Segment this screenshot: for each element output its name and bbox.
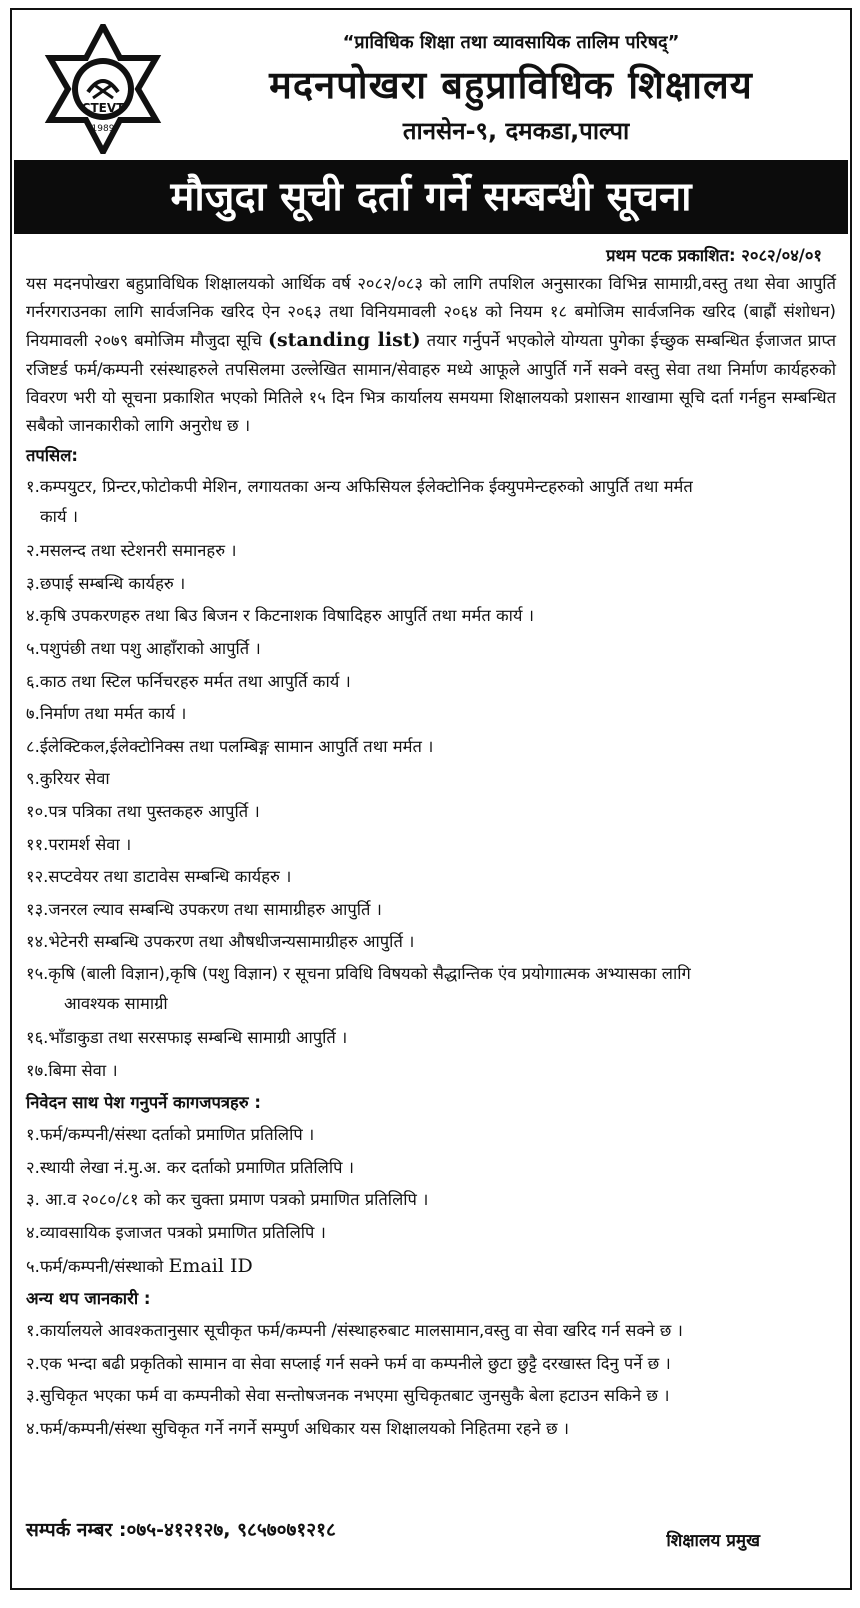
list-item: ३. आ.व २०८०/८१ को कर चुक्ता प्रमाण पत्रको प्रमाणित प्रतिलिपि । (26, 1190, 429, 1210)
list-item: २.एक भन्दा बढी प्रकृतिको सामान वा सेवा सप्लाई गर्न सक्ने फर्म वा कम्पनीले छुटा छुट्टै दरखास्त दिनु पर्ने छ । (26, 1353, 671, 1373)
logo-text: CTEVT (81, 101, 125, 115)
list-item (26, 1250, 836, 1284)
list-item: ३.छपाई सम्बन्धि कार्यहरु । (26, 573, 186, 593)
list-item: १.कार्यालयले आवश्कतानुसार सूचीकृत फर्म/कम्पनी /संस्थाहरुबाट मालसामान,वस्तु वा सेवा खरिद गर्न सक्ने छ । (26, 1321, 683, 1341)
list-item: ७.निर्माण तथा मर्मत कार्य । (26, 704, 187, 724)
list-item: ६.काठ तथा स्टिल फर्निचरहरु मर्मत तथा आपुर्ति कार्य । (26, 671, 351, 691)
list-item: ९.कुरियर सेवा (26, 769, 110, 789)
list-item: ५.पशुपंछी तथा पशु आहाँराको आपुर्ति । (26, 639, 261, 658)
published-date: प्रथम पटक प्रकाशित: २०८२/०४/०१ (606, 246, 822, 265)
docs-item-5: ५.फर्म/कम्पनी/संस्थाको (26, 1256, 164, 1276)
signer-title: शिक्षालय प्रमुख (666, 1531, 760, 1551)
school-name: मदनपोखरा बहुप्राविधिक शिक्षालय (269, 63, 753, 107)
list-item: १६.भाँडाकुडा तथा सरसफाइ सम्बन्धि सामाग्री आपुर्ति । (26, 1027, 348, 1047)
list-item: ४.फर्म/कम्पनी/संस्था सुचिकृत गर्ने नगर्ने सम्पुर्ण अधिकार यस शिक्षालयको निहितमा रहने छ । (26, 1418, 570, 1438)
notice-header (12, 10, 850, 160)
list-item: १.फर्म/कम्पनी/संस्था दर्ताको प्रमाणित प्रतिलिपि । (26, 1125, 315, 1145)
intro-paragraph (26, 270, 836, 440)
notice-body (26, 242, 836, 1445)
contact-number: सम्पर्क नम्बर :०७५-४१२१२७, ९८५७०७१२१८ (26, 1519, 336, 1541)
list-item: ४.व्यावसायिक इजाजत पत्रको प्रमाणित प्रतिलिपि । (26, 1222, 326, 1242)
docs-item-5-email: Email ID (168, 1254, 253, 1277)
list-item: ३.सुचिकृत भएका फर्म वा कम्पनीको सेवा सन्तोषजनक नभएमा सुचिकृतबाट जुनसुकै बेला हटाउन सकिने छ । (26, 1386, 670, 1406)
list-item: ४.कृषि उपकरणहरु तथा बिउ बिजन र किटनाशक विषादिहरु आपुर्ति तथा मर्मत कार्य । (26, 606, 534, 626)
list-item (26, 472, 836, 535)
notice-title: मौजुदा सूची दर्ता गर्ने सम्बन्धी सूचना (14, 160, 848, 234)
list-item: ८.ईलेक्टिकल,ईलेक्टोनिक्स तथा पलम्बिङ्ग सामान आपुर्ति तथा मर्मत । (26, 736, 434, 756)
tapsil-item-1-cont: कार्य । (40, 507, 79, 527)
logo-year: 1989 (91, 124, 115, 134)
school-address: तानसेन-९, दमकडा,पाल्पा (402, 117, 630, 145)
council-name: “प्राविधिक शिक्षा तथा व्यावसायिक तालिम परिषद्” (342, 32, 680, 53)
list-item: १२.सप्टवेयर तथा डाटावेस सम्बन्धि कार्यहरु । (26, 867, 292, 887)
tapsil-label: तपसिल: (26, 446, 78, 466)
list-item: १३.जनरल ल्याव सम्बन्धि उपकरण तथा सामाग्रीहरु आपुर्ति । (26, 899, 382, 919)
list-item (26, 959, 836, 1022)
list-item: १७.बिमा सेवा । (26, 1060, 118, 1080)
list-item: १४.भेटेनरी सम्बन्धि उपकरण तथा औषधीजन्यसामाग्रीहरु आपुर्ति । (26, 932, 415, 952)
list-item: ११.परामर्श सेवा । (26, 834, 132, 854)
list-item: १०.पत्र पत्रिका तथा पुस्तकहरु आपुर्ति । (26, 801, 260, 821)
tapsil-item-15: १५.कृषि (बाली विज्ञान),कृषि (पशु विज्ञान) र सूचना प्रविधि विषयको सैद्धान्तिक एंव प्रयोगाात्मक अभ्यासका लागि (26, 963, 691, 983)
tapsil-item-15-cont: आवश्यक सामाग्री (64, 993, 168, 1013)
intro-standing-list: (standing list) (267, 329, 421, 352)
intro-text-1: यस मदनपोखरा बहुप्राविधिक शिक्षालयको आर्थिक वर्ष २०८२/०८३ को लागि तपशिल अनुसारका विभिन्न सामाग्री,वस्तु तथा सेवा आपुर्ति गर्नरगराउनका लागि सार्वजनिक खरिद ऐन २०६३ तथा विनियमावली २०६४ को नियम १८ बमोजिम सार्वजनिक खरिद (बाह्रौं संशोधन) नियमावली २०७९ बमोजिम मौजुदा सूचि (26, 274, 836, 351)
other-info-label: अन्य थप जानकारी : (26, 1289, 151, 1309)
ctevt-star-logo-icon (38, 24, 168, 154)
list-item: २.मसलन्द तथा स्टेशनरी समानहरु । (26, 541, 237, 561)
list-item: २.स्थायी लेखा नं.मु.अ. कर दर्ताको प्रमाणित प्रतिलिपि । (26, 1157, 354, 1177)
tapsil-item-1: १.कम्पयुटर, प्रिन्टर,फोटोकपी मेशिन, लगायतका अन्य अफिसियल ईलेक्टोनिक ईक्युपमेन्टहरुको आपुर्ति तथा मर्मत (26, 477, 693, 497)
intro-text-2: तयार गर्नुपर्ने भएकोले योग्यता पुगेका ईच्छुक सम्बन्धित ईजाजत प्राप्त रजिष्टर्ड फर्म/कम्पनी रसंस्थाहरुले तपसिलमा उल्लेखित सामान/सेवाहरु मध्ये आफूले आपुर्ति गर्ने सक्ने वस्तु सेवा तथा निर्माण कार्यहरुको विवरण भरी यो सूचना प्रकाशित भएको मितिले १५ दिन भित्र कार्यालय समयमा शिक्षालयको प्रशासन शाखामा सूचि दर्ता गर्नहुन सम्बन्धित सबैको जानकारीको लागि अनुरोध छ । (26, 331, 836, 436)
notice-page (10, 8, 852, 1590)
docs-label: निवेदन साथ पेश गनुपर्ने कागजपत्रहरु : (26, 1093, 261, 1113)
